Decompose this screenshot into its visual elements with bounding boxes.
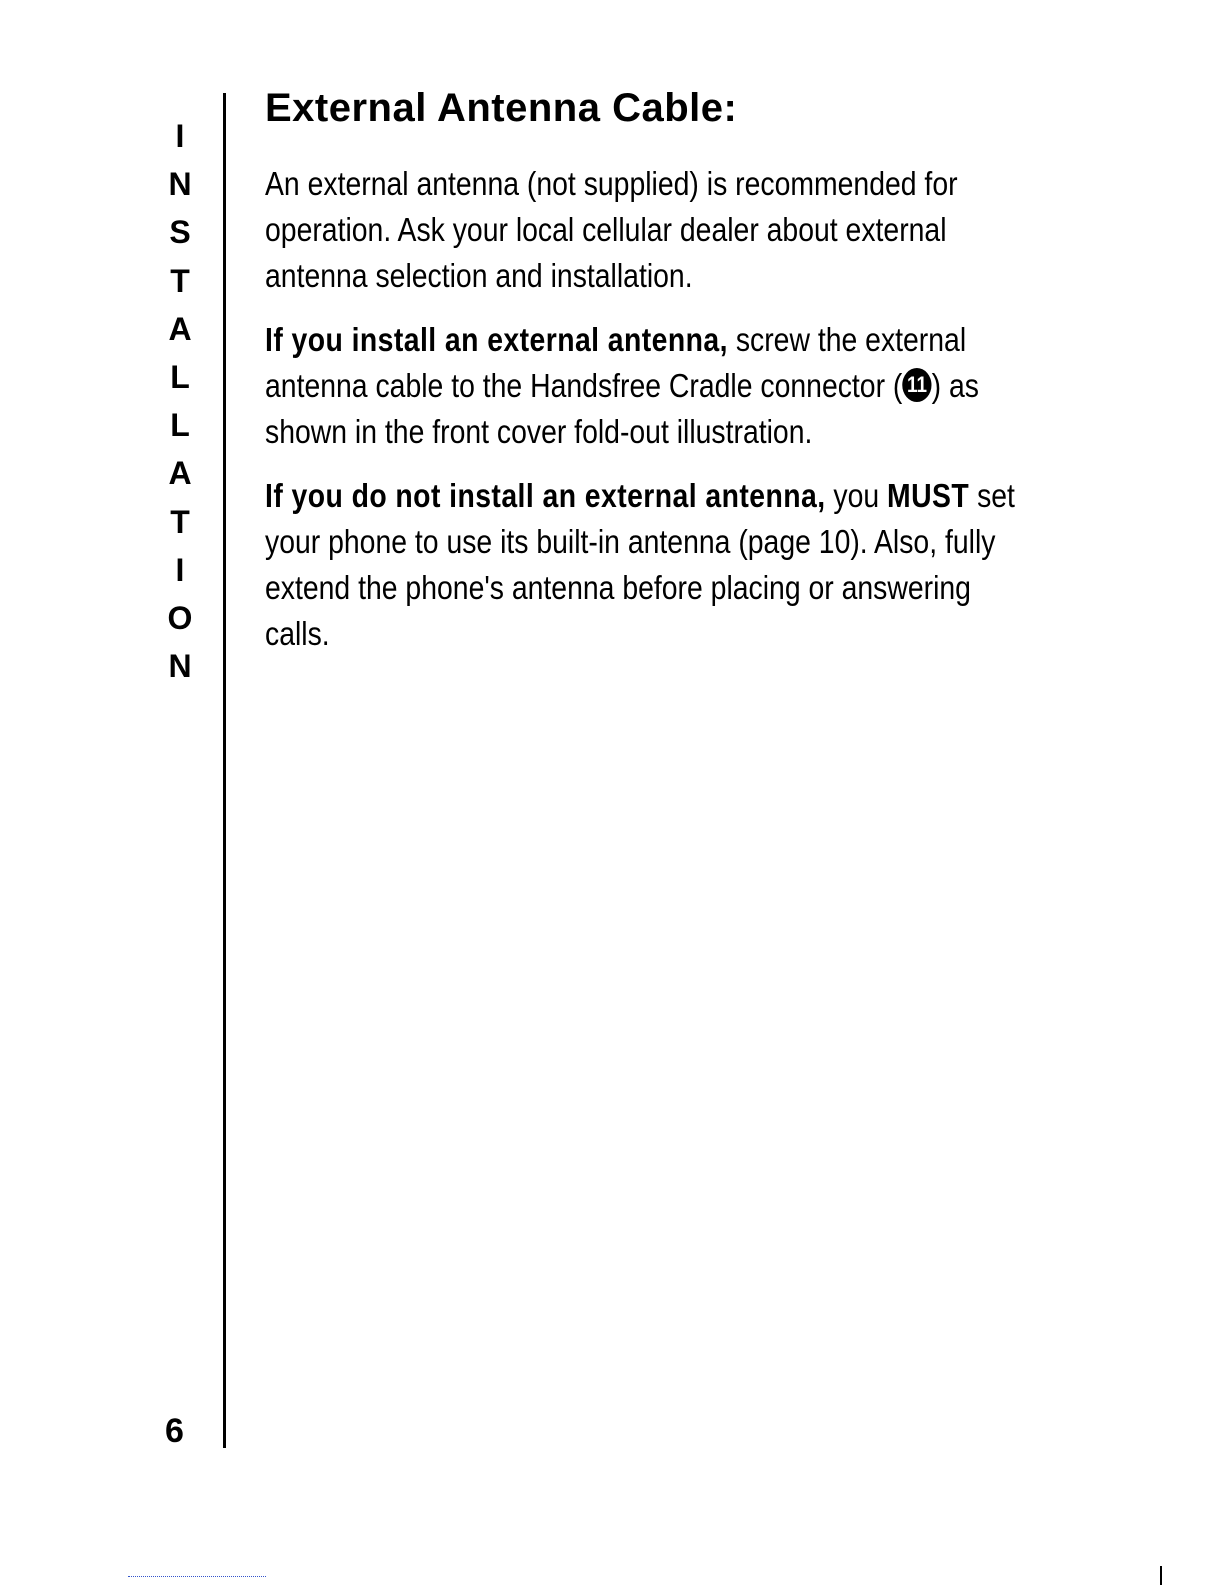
paragraph-no-install-lead: If you do not install an external antenna, bbox=[265, 477, 826, 514]
side-tab-installation bbox=[162, 112, 198, 690]
paragraph-no-install-text-b: set your phone to use its built-in antenna (page 10). Also, fully extend the phone's antenna before placing or answering calls. bbox=[265, 477, 1015, 652]
footer-dotted-line bbox=[128, 1576, 266, 1577]
side-tab-letter: A bbox=[168, 455, 192, 492]
paragraph-no-install bbox=[265, 473, 1039, 657]
page-number: 6 bbox=[165, 1412, 184, 1450]
must-emphasis: MUST bbox=[887, 477, 970, 514]
side-tab-letter: S bbox=[169, 214, 191, 251]
side-tab-letter: O bbox=[167, 599, 193, 636]
paragraph-install bbox=[265, 317, 1039, 455]
side-tab-letter: I bbox=[175, 551, 185, 588]
paragraph-no-install-text-a: you bbox=[825, 477, 888, 514]
paragraph-intro: An external antenna (not supplied) is recommended for operation. Ask your local cellular dealer about external antenna selection and installation. bbox=[265, 165, 958, 294]
paragraph-install-lead: If you install an external antenna, bbox=[265, 321, 728, 358]
side-tab-letter: A bbox=[168, 310, 192, 347]
paragraph-install-text-b: ) as shown in the front cover fold-out illustration. bbox=[265, 367, 979, 450]
side-tab-letter: L bbox=[170, 358, 190, 395]
callout-number-11: 11 bbox=[902, 368, 931, 402]
side-tab-letter: T bbox=[170, 503, 190, 540]
main-content bbox=[265, 86, 1045, 675]
side-tab-letter: T bbox=[170, 262, 190, 299]
side-tab-letter: N bbox=[168, 648, 192, 685]
vertical-rule bbox=[223, 93, 226, 1448]
paragraph-install-text-a: screw the external antenna cable to the Handsfree Cradle connector ( bbox=[265, 321, 967, 404]
side-tab-letter: I bbox=[175, 118, 185, 154]
side-tab-letter: L bbox=[170, 407, 190, 444]
side-tab-letter: N bbox=[168, 166, 192, 203]
footer-tick-mark bbox=[1160, 1566, 1162, 1585]
section-heading: External Antenna Cable: bbox=[265, 86, 738, 130]
